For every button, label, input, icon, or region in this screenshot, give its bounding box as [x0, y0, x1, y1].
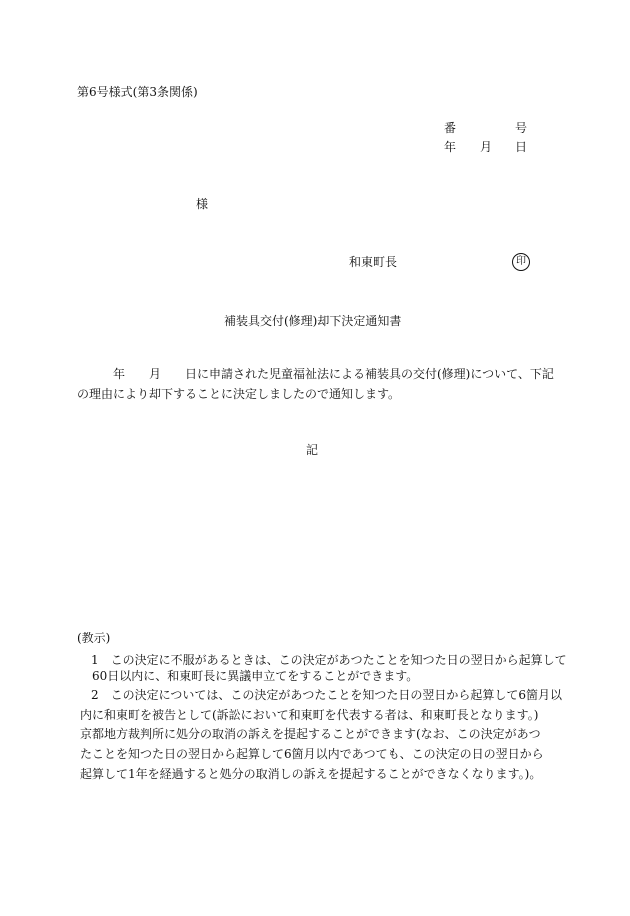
notice-item-2-line: 起算して1年を経過すると処分の取消しの訴えを提起することができなくなります。)。 [80, 767, 542, 781]
ki-heading: 記 [306, 443, 319, 457]
date-month-label: 月 [480, 140, 493, 154]
notice-heading: (教示) [77, 631, 111, 645]
notice-item-2-line: 京都地方裁判所に処分の取消の訴えを提起することができます(なお、この決定があつ [80, 727, 541, 741]
notice-item-2-line: 2 この決定については、この決定があつたことを知つた日の翌日から起算して6箇月以 [91, 688, 563, 702]
body-text-line: の理由により却下することに決定しましたので通知します。 [77, 387, 401, 401]
date-day-label: 日 [515, 140, 528, 154]
body-text-line: 年 月 日に申請された児童福祉法による補装具の交付(修理)について、下記 [77, 367, 554, 381]
date-year-label: 年 [444, 140, 457, 154]
seal-icon: 印 [512, 253, 530, 271]
document-number-suffix: 号 [515, 121, 528, 135]
notice-item-2-line: 内に和東町を被告として(訴訟において和東町を代表する者は、和東町長となります。) [80, 708, 539, 722]
issuer-name: 和東町長 [349, 255, 398, 269]
notice-item-1-line: 1 この決定に不服があるときは、この決定があつたことを知つた日の翌日から起算して [91, 653, 567, 667]
form-number: 第6号様式(第3条関係) [77, 85, 198, 99]
notice-item-2-line: たことを知つた日の翌日から起算して6箇月以内であつても、この決定の日の翌日から [80, 747, 544, 761]
notice-item-1-line: 60日以内に、和東町長に異議申立てをすることができます。 [92, 669, 419, 683]
document-number-label: 番 [444, 121, 457, 135]
document-title: 補装具交付(修理)却下決定通知書 [224, 314, 402, 328]
recipient-honorific: 様 [196, 197, 209, 211]
